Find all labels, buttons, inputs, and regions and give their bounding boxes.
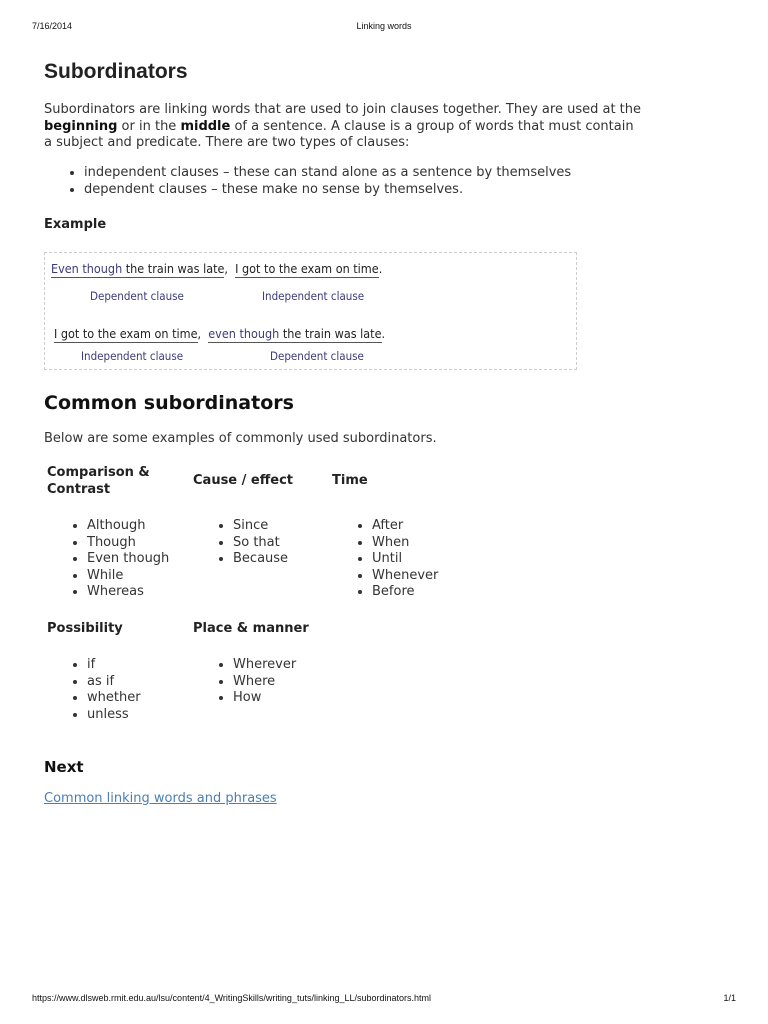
- list-item: • Before: [372, 584, 438, 601]
- group-heading: Cause / effect: [193, 473, 294, 488]
- clause-types-list: [44, 165, 571, 198]
- group-list: [193, 518, 288, 568]
- intro-bold-beginning: beginning: [44, 118, 118, 134]
- clause-text: the train was late: [122, 261, 225, 276]
- list-item: • Since: [233, 518, 288, 535]
- dependent-clause-segment: [51, 261, 224, 278]
- list-item: • Until: [372, 551, 438, 568]
- clause-text: I got to the exam on time: [54, 326, 198, 341]
- keyword-even-though: Even though: [51, 261, 123, 276]
- period: .: [381, 326, 386, 341]
- list-item: • While: [87, 568, 169, 585]
- print-title: Linking words: [356, 21, 412, 31]
- clause-text: the train was late: [279, 326, 382, 341]
- list-item: • Although: [87, 518, 169, 535]
- list-item: • How: [233, 690, 296, 707]
- list-item: • Even though: [87, 551, 169, 568]
- list-item: • as if: [87, 674, 141, 691]
- list-item: • if: [87, 657, 141, 674]
- list-item: • After: [372, 518, 438, 535]
- list-item: • dependent clauses – these make no sense by themselves.: [84, 182, 571, 199]
- list-item: • When: [372, 535, 438, 552]
- group-heading: Time: [332, 473, 368, 488]
- print-url: https://www.dlsweb.rmit.edu.au/lsu/content/4_WritingSkills/writing_tuts/linking_LL/subordinators.html: [32, 993, 432, 1003]
- example-box: [44, 252, 577, 370]
- list-item: • So that: [233, 535, 288, 552]
- group-list: [47, 518, 169, 601]
- list-item: • Whereas: [87, 584, 169, 601]
- dependent-clause-segment: [208, 326, 381, 343]
- comma: ,: [197, 326, 202, 341]
- intro-text-3: of a sentence. A clause is a group of words that must contain a subject and predicate. There are two types of clauses:: [44, 118, 634, 150]
- next-link[interactable]: Common linking words and phrases: [44, 791, 277, 806]
- example-sentence-1: [51, 261, 382, 278]
- independent-clause-segment: [54, 326, 198, 343]
- below-text: Below are some examples of commonly used subordinators.: [44, 431, 437, 446]
- print-page-number: 1/1: [723, 993, 736, 1003]
- comma: ,: [224, 261, 228, 276]
- label-independent-clause: Independent clause: [81, 349, 184, 363]
- group-time: [332, 473, 462, 600]
- group-list: [193, 657, 296, 707]
- print-date: 7/16/2014: [32, 21, 73, 31]
- list-item: • Wherever: [233, 657, 296, 674]
- common-subordinators-heading: Common subordinators: [44, 392, 294, 414]
- group-place-manner: [193, 621, 333, 706]
- group-cause-effect: [193, 473, 323, 567]
- group-list: [332, 518, 438, 601]
- group-heading: Possibility: [47, 621, 123, 636]
- group-heading: Place & manner: [193, 621, 309, 636]
- period: .: [378, 261, 383, 276]
- next-heading: Next: [44, 758, 84, 776]
- intro-paragraph: [44, 102, 644, 152]
- independent-clause-segment: [235, 261, 379, 278]
- group-possibility: [47, 621, 187, 722]
- list-item: • Whenever: [372, 568, 438, 585]
- intro-text-2: or in the: [117, 118, 181, 134]
- list-item: • Though: [87, 535, 169, 552]
- list-item: • whether: [87, 690, 141, 707]
- clause-text: I got to the exam on time: [235, 261, 379, 276]
- intro-text-1: Subordinators are linking words that are used to join clauses together. They are used at the: [44, 102, 642, 117]
- page-title: Subordinators: [44, 60, 188, 83]
- label-dependent-clause: Dependent clause: [270, 349, 364, 363]
- keyword-even-though: even though: [208, 326, 280, 341]
- list-item: • Where: [233, 674, 296, 691]
- list-item: • unless: [87, 707, 141, 724]
- label-independent-clause: Independent clause: [262, 289, 365, 303]
- group-comparison-contrast: [47, 465, 187, 600]
- group-list: [47, 657, 141, 723]
- group-heading: Comparison & Contrast: [47, 465, 150, 497]
- list-item: • independent clauses – these can stand alone as a sentence by themselves: [84, 165, 571, 182]
- label-dependent-clause: Dependent clause: [90, 289, 184, 303]
- example-sentence-2: [54, 326, 385, 343]
- example-heading: Example: [44, 217, 107, 232]
- list-item: • Because: [233, 551, 288, 568]
- intro-bold-middle: middle: [180, 118, 231, 134]
